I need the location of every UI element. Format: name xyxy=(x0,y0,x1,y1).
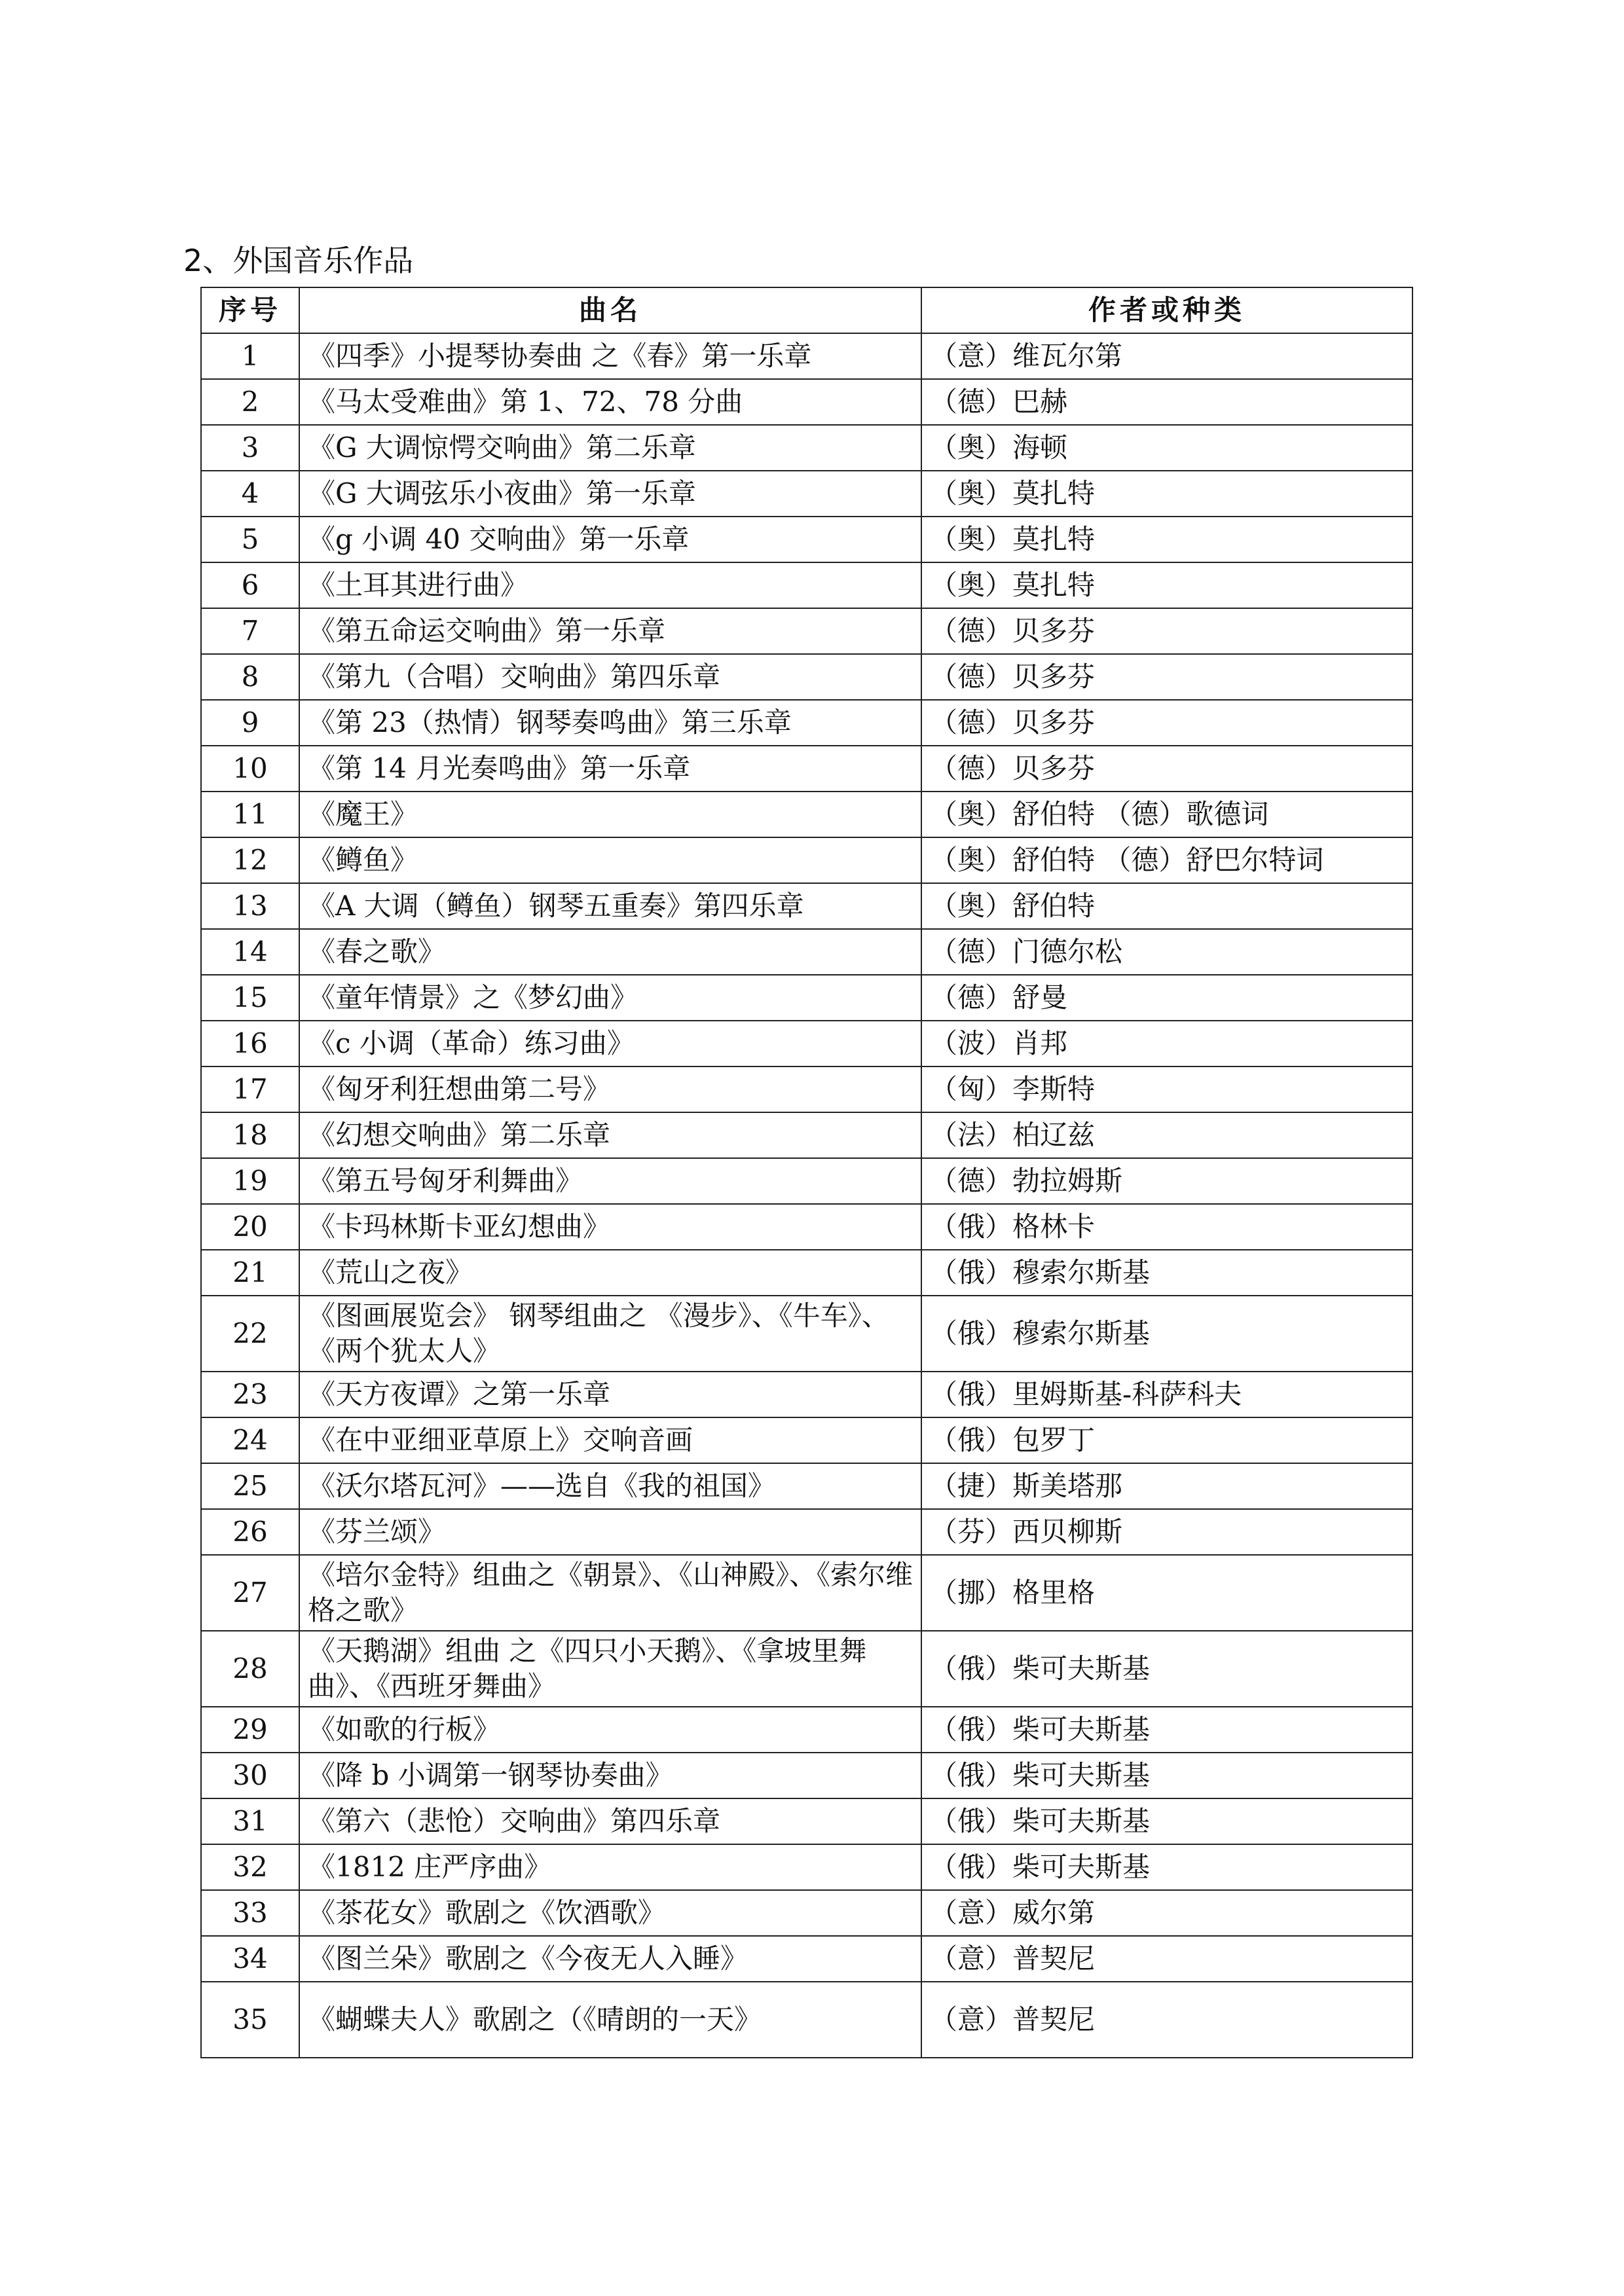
table-row xyxy=(201,1066,1412,1112)
row-number: 12 xyxy=(201,837,299,883)
work-title: 《匈牙利狂想曲第二号》 xyxy=(299,1066,921,1112)
row-number: 17 xyxy=(201,1066,299,1112)
table-row xyxy=(201,1707,1412,1753)
work-author: （意）普契尼 xyxy=(921,1982,1412,2058)
work-title: 《鳟鱼》 xyxy=(299,837,921,883)
table-row xyxy=(201,700,1412,746)
table-row xyxy=(201,1982,1412,2058)
work-title: 《c 小调（革命）练习曲》 xyxy=(299,1021,921,1066)
work-title: 《如歌的行板》 xyxy=(299,1707,921,1753)
table-row xyxy=(201,379,1412,425)
work-title: 《幻想交响曲》第二乐章 xyxy=(299,1112,921,1158)
work-title: 《第 14 月光奏鸣曲》第一乐章 xyxy=(299,746,921,792)
work-author: （奥）莫扎特 xyxy=(921,471,1412,517)
work-title: 《春之歌》 xyxy=(299,929,921,975)
work-author: （俄）柴可夫斯基 xyxy=(921,1844,1412,1890)
work-title: 《图兰朵》歌剧之《今夜无人入睡》 xyxy=(299,1936,921,1982)
work-author: （德）门德尔松 xyxy=(921,929,1412,975)
row-number: 27 xyxy=(201,1555,299,1631)
row-number: 29 xyxy=(201,1707,299,1753)
work-title: 《第九（合唱）交响曲》第四乐章 xyxy=(299,654,921,700)
work-title: 《第五命运交响曲》第一乐章 xyxy=(299,608,921,654)
work-title: 《茶花女》歌剧之《饮酒歌》 xyxy=(299,1890,921,1936)
row-number: 16 xyxy=(201,1021,299,1066)
row-number: 30 xyxy=(201,1753,299,1798)
work-title: 《A 大调（鳟鱼）钢琴五重奏》第四乐章 xyxy=(299,883,921,929)
work-title: 《图画展览会》 钢琴组曲之 《漫步》、《牛车》、《两个犹太人》 xyxy=(299,1296,921,1372)
table-row xyxy=(201,1158,1412,1204)
work-title: 《第六（悲怆）交响曲》第四乐章 xyxy=(299,1798,921,1844)
table-row xyxy=(201,471,1412,517)
work-author: （俄）柴可夫斯基 xyxy=(921,1798,1412,1844)
table-row xyxy=(201,1509,1412,1555)
work-author: （匈）李斯特 xyxy=(921,1066,1412,1112)
row-number: 20 xyxy=(201,1204,299,1250)
row-number: 9 xyxy=(201,700,299,746)
work-title: 《蝴蝶夫人》歌剧之（《晴朗的一天》 xyxy=(299,1982,921,2058)
row-number: 18 xyxy=(201,1112,299,1158)
work-author: （俄）里姆斯基-科萨科夫 xyxy=(921,1372,1412,1417)
table-row xyxy=(201,517,1412,562)
table-row xyxy=(201,746,1412,792)
table-row xyxy=(201,1372,1412,1417)
table-row xyxy=(201,883,1412,929)
work-author: （奥）舒伯特 （德）舒巴尔特词 xyxy=(921,837,1412,883)
work-author: （奥）莫扎特 xyxy=(921,562,1412,608)
row-number: 26 xyxy=(201,1509,299,1555)
header-author: 作者或种类 xyxy=(921,287,1412,333)
row-number: 22 xyxy=(201,1296,299,1372)
table-row xyxy=(201,333,1412,379)
work-author: （德）贝多芬 xyxy=(921,654,1412,700)
work-author: （奥）海顿 xyxy=(921,425,1412,471)
work-author: （德）巴赫 xyxy=(921,379,1412,425)
music-works-table xyxy=(200,287,1413,2058)
row-number: 11 xyxy=(201,792,299,837)
table-row xyxy=(201,654,1412,700)
work-author: （意）普契尼 xyxy=(921,1936,1412,1982)
table-row xyxy=(201,1417,1412,1463)
work-author: （捷）斯美塔那 xyxy=(921,1463,1412,1509)
work-title: 《荒山之夜》 xyxy=(299,1250,921,1296)
table-row xyxy=(201,1555,1412,1631)
table-header-row xyxy=(201,287,1412,333)
row-number: 4 xyxy=(201,471,299,517)
row-number: 34 xyxy=(201,1936,299,1982)
table-row xyxy=(201,1936,1412,1982)
work-author: （俄）柴可夫斯基 xyxy=(921,1707,1412,1753)
work-title: 《g 小调 40 交响曲》第一乐章 xyxy=(299,517,921,562)
work-author: （德）贝多芬 xyxy=(921,608,1412,654)
work-author: （俄）穆索尔斯基 xyxy=(921,1250,1412,1296)
row-number: 5 xyxy=(201,517,299,562)
row-number: 32 xyxy=(201,1844,299,1890)
work-author: （俄）柴可夫斯基 xyxy=(921,1631,1412,1707)
work-author: （奥）舒伯特 （德）歌德词 xyxy=(921,792,1412,837)
section-heading: 2、外国音乐作品 xyxy=(183,243,414,278)
row-number: 2 xyxy=(201,379,299,425)
row-number: 15 xyxy=(201,975,299,1021)
work-author: （俄）格林卡 xyxy=(921,1204,1412,1250)
work-title: 《1812 庄严序曲》 xyxy=(299,1844,921,1890)
table-row xyxy=(201,1204,1412,1250)
row-number: 3 xyxy=(201,425,299,471)
table-row xyxy=(201,608,1412,654)
table-row xyxy=(201,1250,1412,1296)
work-author: （德）贝多芬 xyxy=(921,746,1412,792)
row-number: 6 xyxy=(201,562,299,608)
work-author: （德）舒曼 xyxy=(921,975,1412,1021)
work-title: 《沃尔塔瓦河》——选自《我的祖国》 xyxy=(299,1463,921,1509)
row-number: 33 xyxy=(201,1890,299,1936)
work-title: 《G 大调弦乐小夜曲》第一乐章 xyxy=(299,471,921,517)
table-row xyxy=(201,975,1412,1021)
work-title: 《在中亚细亚草原上》交响音画 xyxy=(299,1417,921,1463)
table-row xyxy=(201,1631,1412,1707)
row-number: 24 xyxy=(201,1417,299,1463)
table-row xyxy=(201,1844,1412,1890)
work-title: 《降 b 小调第一钢琴协奏曲》 xyxy=(299,1753,921,1798)
row-number: 8 xyxy=(201,654,299,700)
work-author: （波）肖邦 xyxy=(921,1021,1412,1066)
row-number: 35 xyxy=(201,1982,299,2058)
table-row xyxy=(201,1798,1412,1844)
row-number: 10 xyxy=(201,746,299,792)
work-author: （芬）西贝柳斯 xyxy=(921,1509,1412,1555)
work-title: 《培尔金特》组曲之《朝景》、《山神殿》、《索尔维格之歌》 xyxy=(299,1555,921,1631)
table-body xyxy=(201,333,1412,2058)
work-title: 《第 23（热情）钢琴奏鸣曲》第三乐章 xyxy=(299,700,921,746)
row-number: 1 xyxy=(201,333,299,379)
work-author: （奥）莫扎特 xyxy=(921,517,1412,562)
row-number: 28 xyxy=(201,1631,299,1707)
table-row xyxy=(201,425,1412,471)
work-author: （德）勃拉姆斯 xyxy=(921,1158,1412,1204)
work-title: 《芬兰颂》 xyxy=(299,1509,921,1555)
table-row xyxy=(201,1753,1412,1798)
work-author: （挪）格里格 xyxy=(921,1555,1412,1631)
table-row xyxy=(201,837,1412,883)
row-number: 19 xyxy=(201,1158,299,1204)
work-title: 《马太受难曲》第 1、72、78 分曲 xyxy=(299,379,921,425)
work-author: （德）贝多芬 xyxy=(921,700,1412,746)
work-author: （俄）穆索尔斯基 xyxy=(921,1296,1412,1372)
row-number: 31 xyxy=(201,1798,299,1844)
work-author: （意）维瓦尔第 xyxy=(921,333,1412,379)
work-title: 《G 大调惊愕交响曲》第二乐章 xyxy=(299,425,921,471)
row-number: 23 xyxy=(201,1372,299,1417)
header-title: 曲名 xyxy=(299,287,921,333)
row-number: 25 xyxy=(201,1463,299,1509)
table-row xyxy=(201,1021,1412,1066)
row-number: 14 xyxy=(201,929,299,975)
table-row xyxy=(201,1296,1412,1372)
header-number: 序号 xyxy=(201,287,299,333)
row-number: 21 xyxy=(201,1250,299,1296)
work-title: 《天方夜谭》之第一乐章 xyxy=(299,1372,921,1417)
table-row xyxy=(201,562,1412,608)
work-author: （意）威尔第 xyxy=(921,1890,1412,1936)
work-title: 《童年情景》之《梦幻曲》 xyxy=(299,975,921,1021)
table-row xyxy=(201,792,1412,837)
work-title: 《土耳其进行曲》 xyxy=(299,562,921,608)
work-author: （奥）舒伯特 xyxy=(921,883,1412,929)
row-number: 7 xyxy=(201,608,299,654)
table-row xyxy=(201,1890,1412,1936)
work-title: 《天鹅湖》组曲 之《四只小天鹅》、《拿坡里舞曲》、《西班牙舞曲》 xyxy=(299,1631,921,1707)
work-title: 《第五号匈牙利舞曲》 xyxy=(299,1158,921,1204)
work-author: （俄）柴可夫斯基 xyxy=(921,1753,1412,1798)
work-author: （俄）包罗丁 xyxy=(921,1417,1412,1463)
table-row xyxy=(201,1112,1412,1158)
work-author: （法）柏辽兹 xyxy=(921,1112,1412,1158)
work-title: 《卡玛林斯卡亚幻想曲》 xyxy=(299,1204,921,1250)
table-row xyxy=(201,1463,1412,1509)
table-row xyxy=(201,929,1412,975)
work-title: 《魔王》 xyxy=(299,792,921,837)
row-number: 13 xyxy=(201,883,299,929)
work-title: 《四季》小提琴协奏曲 之《春》第一乐章 xyxy=(299,333,921,379)
